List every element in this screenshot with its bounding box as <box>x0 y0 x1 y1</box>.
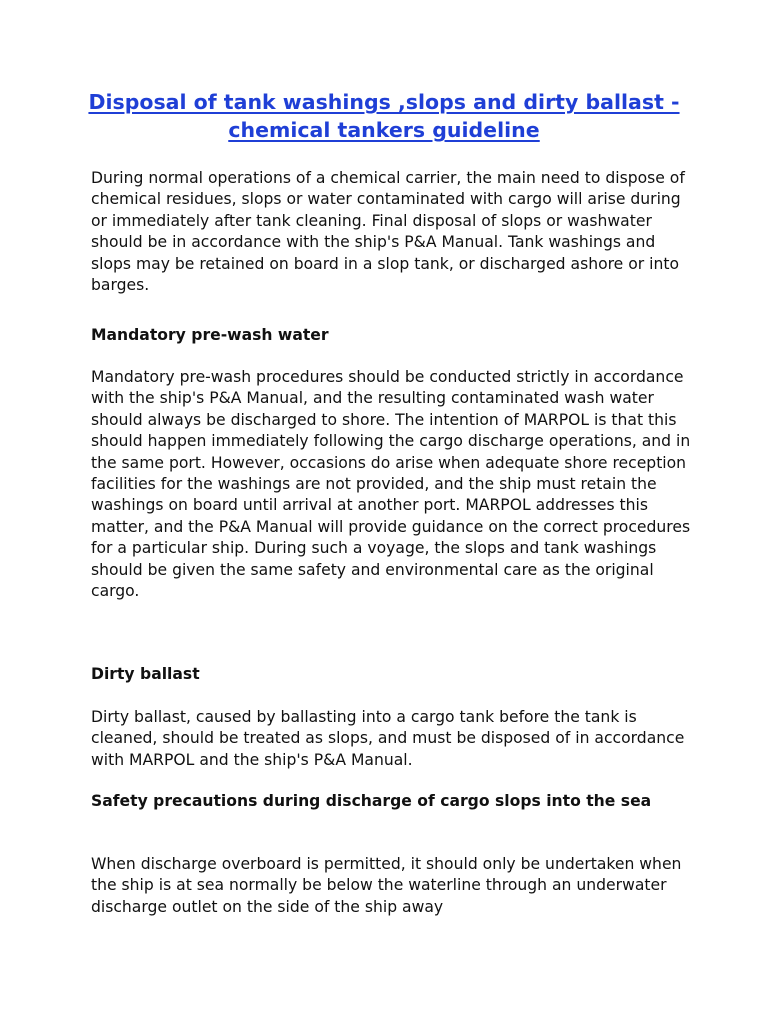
section-heading: Dirty ballast <box>91 665 200 683</box>
section-mandatory-prewash-body <box>91 367 691 602</box>
title-link[interactable]: Disposal of tank washings ,slops and dirty ballast - chemical tankers guideline <box>88 90 680 142</box>
page-title[interactable] <box>84 88 684 144</box>
section-paragraph: When discharge overboard is permitted, it should only be undertaken when the ship is at sea normally be below the waterline through an underwater discharge outlet on the side of the ship away <box>91 855 682 916</box>
section-heading: Mandatory pre-wash water <box>91 326 329 344</box>
section-heading: Safety precautions during discharge of cargo slops into the sea <box>91 792 652 810</box>
section-mandatory-prewash <box>91 325 691 346</box>
section-paragraph: Mandatory pre-wash procedures should be conducted strictly in accordance with the ship's P&A Manual, and the resulting contaminated wash water should always be discharged to shore. The intention of MARPOL is that this should happen immediately following the cargo discharge operations, and in the same port. However, occasions do arise when adequate shore reception facilities for the washings are not provided, and the ship must retain the washings on board until arrival at another port. MARPOL addresses this matter, and the P&A Manual will provide guidance on the correct procedures for a particular ship. During such a voyage, the slops and tank washings should be given the same safety and environmental care as the original cargo. <box>91 368 691 601</box>
section-dirty-ballast-body <box>91 707 691 771</box>
section-dirty-ballast <box>91 664 691 685</box>
section-safety-precautions <box>91 791 691 812</box>
section-safety-precautions-body <box>91 854 691 918</box>
intro-block <box>91 168 691 296</box>
intro-paragraph: During normal operations of a chemical carrier, the main need to dispose of chemical residues, slops or water contaminated with cargo will arise during or immediately after tank cleaning. Final disposal of slops or washwater should be in accordance with the ship's P&A Manual. Tank washings and slops may be retained on board in a slop tank, or discharged ashore or into barges. <box>91 169 685 295</box>
section-paragraph: Dirty ballast, caused by ballasting into a cargo tank before the tank is cleaned, should be treated as slops, and must be disposed of in accordance with MARPOL and the ship's P&A Manual. <box>91 708 685 769</box>
